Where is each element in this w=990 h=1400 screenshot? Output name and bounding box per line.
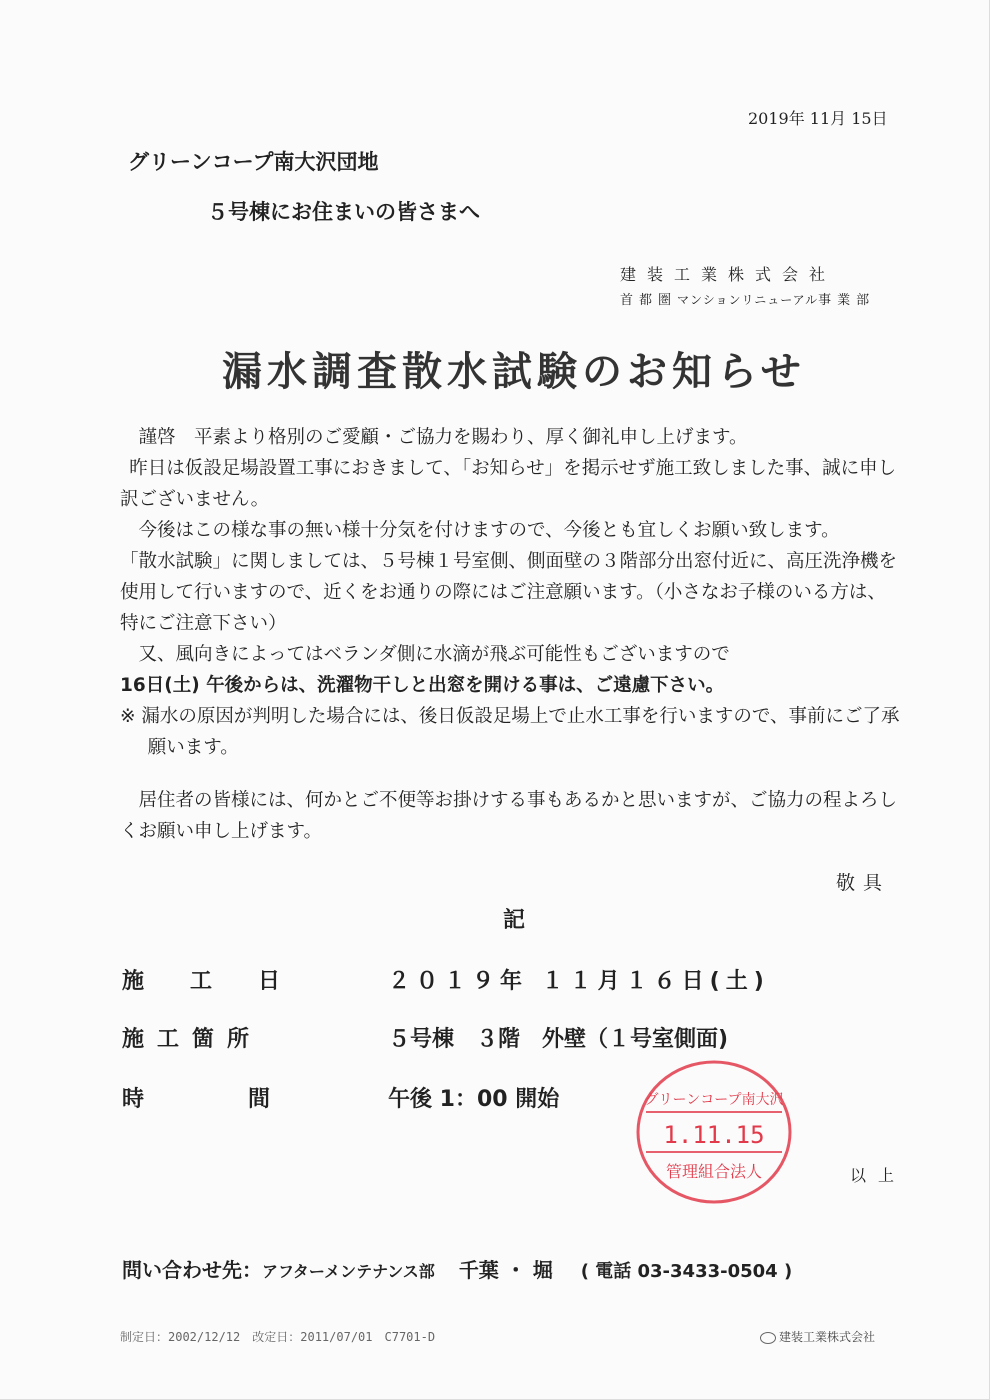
date-label: 施工日	[122, 969, 327, 994]
ijo-closing: 以上	[850, 1166, 907, 1185]
stamp-top-text: グリーンコープ南大沢	[644, 1092, 784, 1108]
ki-heading: 記	[503, 908, 526, 933]
date-value: ２０１９年 １１月１６日(土)	[388, 969, 770, 994]
stamp-bottom-text: 管理組合法人	[665, 1162, 763, 1181]
contact-phone: ( 電話 03-3433-0504 )	[580, 1261, 793, 1282]
body-paragraph: 「散水試験」に関しましては、５号棟１号室側、側面壁の３階部分出窓付近に、高圧洗浄機を使用して行いますので、近くをお通りの際にはご注意願います。（小さなお子様のいる方は、特にご注意下さい）	[120, 551, 898, 634]
contact-label: 問い合わせ先：	[122, 1258, 262, 1282]
bold-warning: 16日(土) 午後からは、洗濯物干しと出窓を開ける事は、ご遠慮下さい。	[120, 675, 725, 696]
issue-date: 2019年 11月 15日	[748, 109, 888, 128]
closing-keigu: 敬具	[836, 872, 891, 894]
body-paragraph: 昨日は仮設足場設置工事におきまして、「お知らせ」を掲示せず施工致しました事、誠に申し訳ございません。	[120, 458, 897, 510]
time-value: 午後 1：00 開始	[388, 1087, 560, 1112]
sender-dept-middle: マンションリニューアル	[677, 293, 819, 307]
footer-company-name: 建装工業株式会社	[779, 1330, 876, 1344]
place-value: ５号棟 ３階 外壁（１号室側面)	[388, 1027, 729, 1052]
body-paragraph: 居住者の皆様には、何かとご不便等お掛けする事もあるかと思いますが、ご協力の程よろしくお願い申し上げます。	[120, 790, 898, 842]
time-label: 時間	[122, 1087, 375, 1112]
place-label: 施工箇所	[122, 1027, 263, 1052]
body-paragraph: 今後はこの様な事の無い様十分気を付けますので、今後とも宜しくお願い致します。	[138, 520, 840, 541]
contact-names: 千葉 ・ 堀	[458, 1258, 553, 1282]
sender-company: 建装工業株式会社	[620, 265, 837, 284]
footer-revision-info: 制定日：2002/12/12 改定日：2011/07/01 C7701-D	[120, 1330, 436, 1344]
sender-dept-suffix: 事業部	[818, 293, 876, 308]
body-paragraph: 謹啓 平素より格別のご愛顧・ご協力を賜わり、厚く御礼申し上げます。	[138, 427, 748, 448]
body-note: ※ 漏水の原因が判明した場合には、後日仮設足場上で止水工事を行いますので、事前にご了承願います。	[120, 706, 900, 758]
sender-dept-prefix: 首都圏	[620, 293, 678, 308]
recipient-line-1: グリーンコープ南大沢団地	[128, 149, 379, 174]
document-title: 漏水調査散水試験のお知らせ	[222, 349, 806, 395]
body-paragraph: 又、風向きによってはベランダ側に水滴が飛ぶ可能性もございますので	[138, 644, 730, 665]
recipient-line-2: ５号棟にお住まいの皆さまへ	[207, 199, 480, 224]
contact-department: アフターメンテナンス部	[262, 1262, 435, 1281]
stamp-date-text: 1.11.15	[663, 1121, 765, 1149]
